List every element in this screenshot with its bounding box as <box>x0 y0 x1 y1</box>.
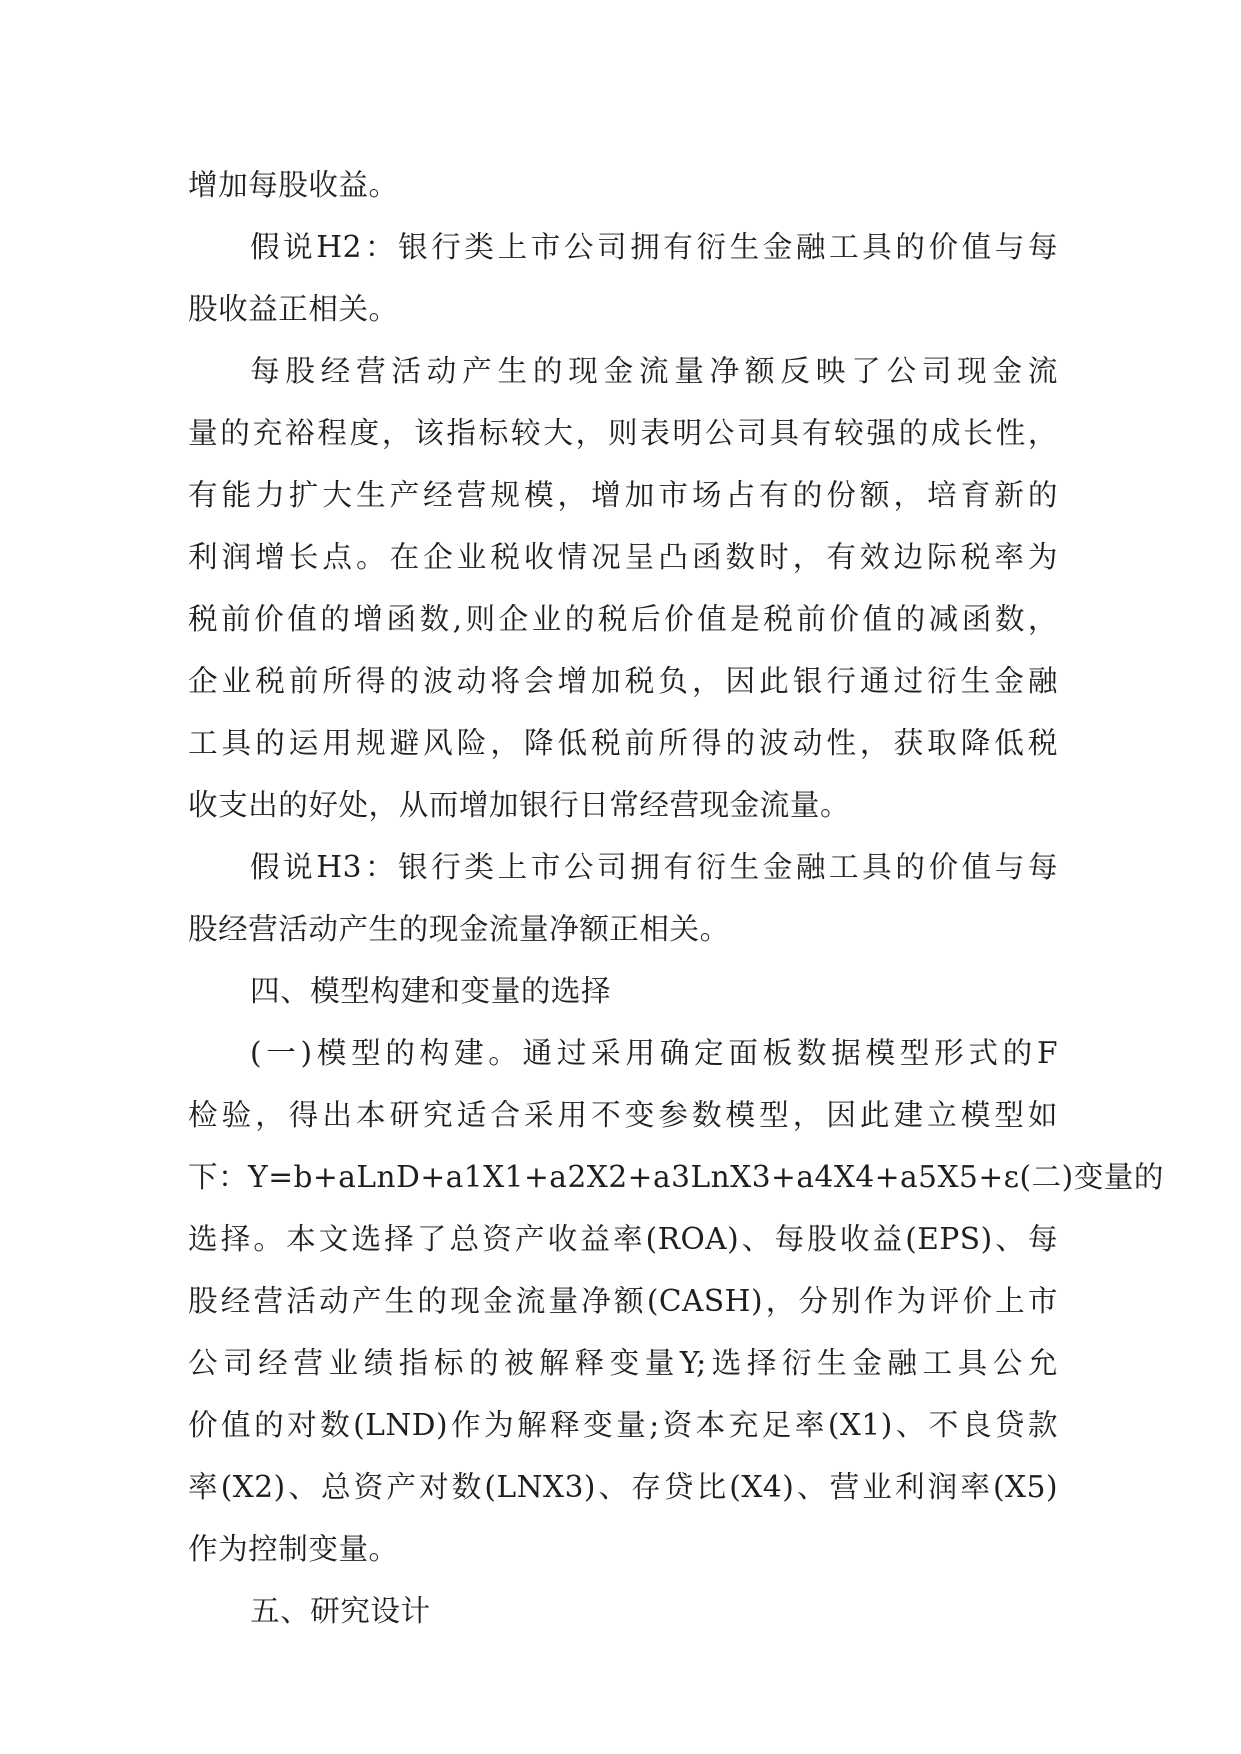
text-line: 股收益正相关。 <box>188 292 399 326</box>
model-construction-line: (一)模型的构建。通过采用确定面板数据模型形式的F <box>250 1036 1058 1070</box>
text-line: 价值的对数(LND)作为解释变量;资本充足率(X1)、不良贷款 <box>188 1408 1058 1442</box>
text-line: 量的充裕程度，该指标较大，则表明公司具有较强的成长性， <box>188 416 1058 450</box>
paragraph-cashflow-line: 每股经营活动产生的现金流量净额反映了公司现金流 <box>250 354 1058 388</box>
text-line: 率(X2)、总资产对数(LNX3)、存贷比(X4)、营业利润率(X5) <box>188 1470 1058 1504</box>
text-line: 选择。本文选择了总资产收益率(ROA)、每股收益(EPS)、每 <box>188 1222 1058 1256</box>
hypothesis-h2-line: 假说H2：银行类上市公司拥有衍生金融工具的价值与每 <box>250 230 1058 264</box>
section-heading-five: 五、研究设计 <box>250 1594 431 1628</box>
text-line: 股经营活动产生的现金流量净额(CASH)，分别作为评价上市 <box>188 1284 1058 1318</box>
model-formula-line: 下：Y=b+aLnD+a1X1+a2X2+a3LnX3+a4X4+a5X5+ε(二)变量的 <box>188 1160 1164 1194</box>
text-line: 税前价值的增函数,则企业的税后价值是税前价值的减函数， <box>188 602 1058 636</box>
text-line: 作为控制变量。 <box>188 1532 399 1566</box>
text-line: 检验，得出本研究适合采用不变参数模型，因此建立模型如 <box>188 1098 1058 1132</box>
text-line: 有能力扩大生产经营规模，增加市场占有的份额，培育新的 <box>188 478 1058 512</box>
text-line: 利润增长点。在企业税收情况呈凸函数时，有效边际税率为 <box>188 540 1058 574</box>
text-line: 工具的运用规避风险，降低税前所得的波动性，获取降低税 <box>188 726 1058 760</box>
section-heading-four: 四、模型构建和变量的选择 <box>250 974 612 1008</box>
text-line: 收支出的好处，从而增加银行日常经营现金流量。 <box>188 788 851 822</box>
hypothesis-h3-line: 假说H3：银行类上市公司拥有衍生金融工具的价值与每 <box>250 850 1058 884</box>
text-line: 股经营活动产生的现金流量净额正相关。 <box>188 912 730 946</box>
text-line: 增加每股收益。 <box>188 168 399 202</box>
body-text <box>188 154 1164 1642</box>
text-line: 公司经营业绩指标的被解释变量Y;选择衍生金融工具公允 <box>188 1346 1058 1380</box>
text-line: 企业税前所得的波动将会增加税负，因此银行通过衍生金融 <box>188 664 1058 698</box>
